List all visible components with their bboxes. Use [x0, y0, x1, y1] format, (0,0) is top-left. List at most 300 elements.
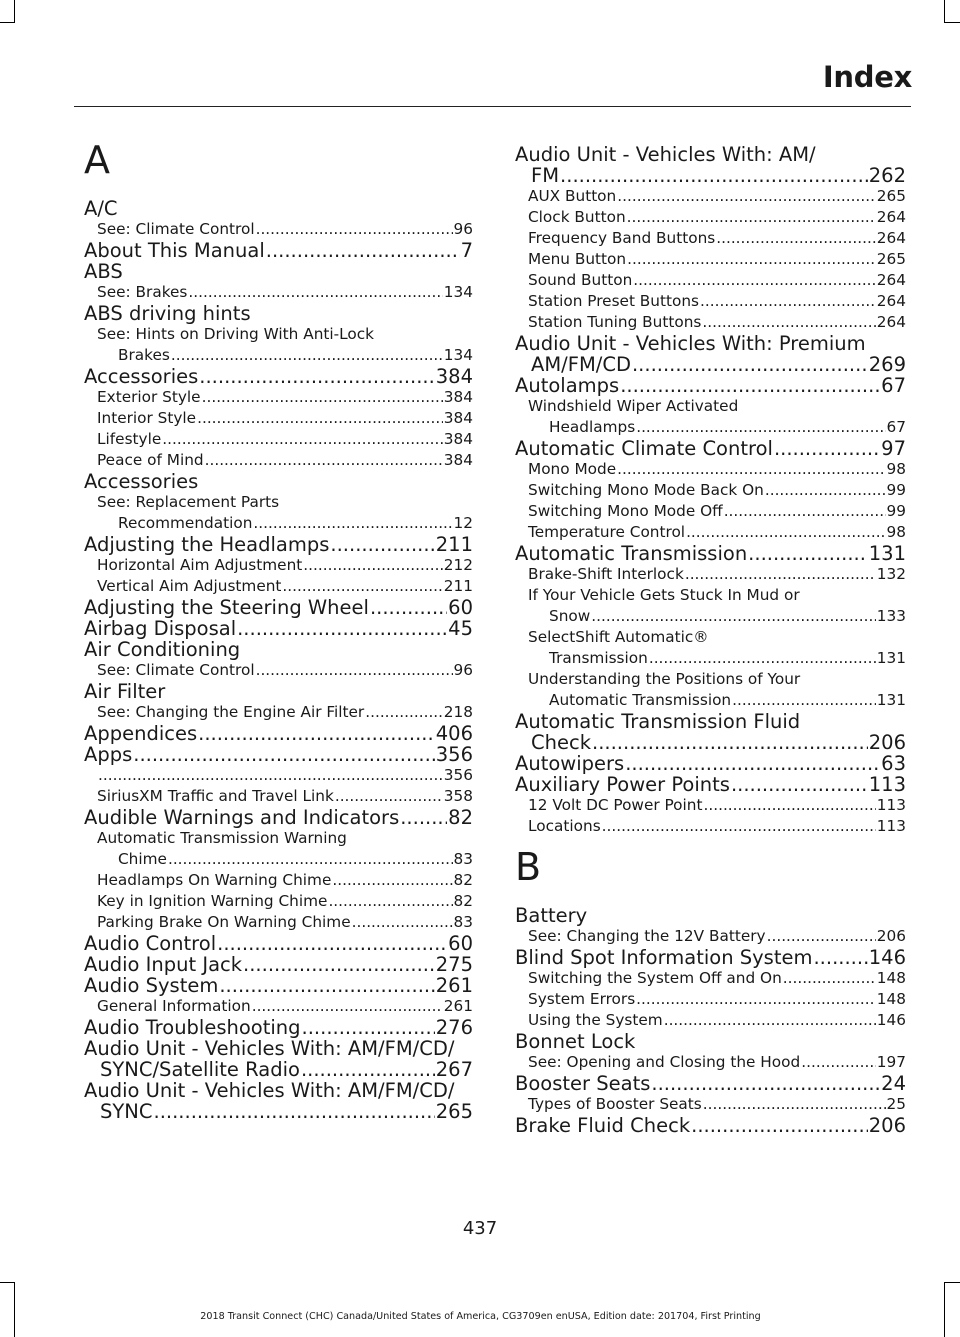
entry-label: Brake-Shift Interlock: [528, 565, 684, 583]
dot-leader: [202, 387, 443, 408]
entry-page-number: 264: [876, 271, 906, 289]
index-heading: Automatic Transmission Fluid: [515, 710, 801, 733]
index-subentry: [84, 555, 473, 576]
entry-page-number: 384: [443, 388, 473, 406]
index-subentry: [84, 765, 473, 786]
dot-leader: [700, 291, 876, 312]
dot-leader: [219, 975, 434, 996]
dot-leader: [198, 723, 435, 744]
index-heading: Audio Unit - Vehicles With: Premium: [515, 332, 866, 355]
dot-leader: [133, 744, 435, 765]
entry-label: Using the System: [528, 1011, 663, 1029]
index-entry-continued: [84, 1059, 473, 1080]
entry-label: Apps: [84, 743, 133, 766]
entry-page-number: 264: [876, 208, 906, 226]
entry-page-number: 358: [443, 787, 473, 805]
dot-leader: [731, 774, 868, 795]
crop-mark: [944, 22, 960, 23]
entry-page-number: 265: [876, 250, 906, 268]
index-subentry: [515, 480, 906, 501]
entry-page-number: 45: [448, 617, 473, 640]
dot-leader: [154, 1101, 435, 1122]
dot-leader: [632, 354, 868, 375]
index-subentry: [84, 870, 473, 891]
dot-leader: [767, 926, 876, 947]
index-subentry: [515, 1094, 906, 1115]
entry-page-number: 384: [443, 451, 473, 469]
index-entry: [84, 534, 473, 555]
entry-page-number: 146: [868, 946, 906, 969]
entry-label: Recommendation: [118, 514, 253, 532]
index-heading: Audio Unit - Vehicles With: AM/FM/CD/: [84, 1079, 455, 1102]
entry-label: General Information: [97, 997, 251, 1015]
entry-label: Key in Ignition Warning Chime: [97, 892, 328, 910]
entry-page-number: 264: [876, 229, 906, 247]
index-subentry: [515, 1052, 906, 1073]
dot-leader: [168, 849, 453, 870]
entry-label: Lifestyle: [97, 430, 162, 448]
index-subentry-continued: [84, 849, 473, 870]
dot-leader: [256, 219, 453, 240]
dot-leader: [649, 648, 876, 669]
dot-leader: [748, 543, 868, 564]
dot-leader: [162, 429, 443, 450]
dot-leader: [651, 1073, 880, 1094]
entry-label: Audio System: [84, 974, 219, 997]
dot-leader: [266, 240, 460, 261]
entry-page-number: 25: [886, 1095, 906, 1113]
index-subentry: See: Replacement Parts: [97, 493, 280, 511]
entry-label: 12 Volt DC Power Point: [528, 796, 703, 814]
dot-leader: [783, 968, 876, 989]
entry-label: Vertical Aim Adjustment: [97, 577, 282, 595]
entry-label: Automatic Climate Control: [515, 437, 773, 460]
entry-page-number: 63: [881, 752, 906, 775]
index-heading: Accessories: [84, 470, 199, 493]
entry-page-number: 356: [435, 743, 473, 766]
dot-leader: [560, 165, 868, 186]
index-subentry: [515, 228, 906, 249]
index-entry: [515, 543, 906, 564]
entry-label: Brake Fluid Check: [515, 1114, 691, 1137]
index-entry: [84, 618, 473, 639]
index-heading: Battery: [515, 904, 588, 927]
index-entry: [84, 723, 473, 744]
index-section-letter: B: [515, 845, 542, 889]
entry-page-number: 264: [876, 292, 906, 310]
entry-page-number: 197: [876, 1053, 906, 1071]
entry-page-number: 356: [443, 766, 473, 784]
index-subentry: [515, 501, 906, 522]
index-entry: [84, 954, 473, 975]
index-subentry: SelectShift Automatic®: [528, 628, 709, 646]
entry-page-number: 265: [876, 187, 906, 205]
entry-page-number: 211: [435, 533, 473, 556]
entry-page-number: 24: [881, 1072, 906, 1095]
index-subentry: [84, 702, 473, 723]
entry-label: Adjusting the Steering Wheel: [84, 596, 369, 619]
index-entry: [84, 807, 473, 828]
dot-leader: [627, 249, 876, 270]
dot-leader: [801, 1052, 876, 1073]
entry-label: See: Brakes: [97, 283, 188, 301]
entry-page-number: 276: [435, 1016, 473, 1039]
entry-label: FM: [531, 164, 560, 187]
entry-label: Blind Spot Information System: [515, 946, 813, 969]
dot-leader: [620, 375, 880, 396]
entry-page-number: 67: [886, 418, 906, 436]
dot-leader: [591, 606, 876, 627]
dot-leader: [602, 816, 876, 837]
index-entry: [84, 744, 473, 765]
crop-mark: [14, 0, 15, 23]
index-subentry: [84, 576, 473, 597]
dot-leader: [617, 186, 876, 207]
entry-page-number: 83: [453, 850, 473, 868]
index-column-left: [84, 130, 473, 1122]
entry-label: Headlamps On Warning Chime: [97, 871, 332, 889]
index-entry: [84, 1017, 473, 1038]
entry-label: AM/FM/CD: [531, 353, 631, 376]
dot-leader: [365, 702, 443, 723]
entry-label: Autolamps: [515, 374, 620, 397]
index-subentry: [515, 968, 906, 989]
entry-label: Audible Warnings and Indicators: [84, 806, 400, 829]
index-subentry-continued: [515, 417, 906, 438]
dot-leader: [302, 1017, 435, 1038]
entry-page-number: 384: [443, 430, 473, 448]
dot-leader: [98, 765, 443, 786]
index-entry: [515, 375, 906, 396]
index-subentry: [84, 219, 473, 240]
entry-label: Audio Input Jack: [84, 953, 243, 976]
entry-page-number: 98: [886, 460, 906, 478]
entry-label: See: Changing the 12V Battery: [528, 927, 766, 945]
entry-page-number: 131: [868, 542, 906, 565]
entry-label: Appendices: [84, 722, 198, 745]
entry-label: Automatic Transmission: [549, 691, 732, 709]
entry-page-number: 384: [435, 365, 473, 388]
dot-leader: [217, 933, 447, 954]
index-section-letter: A: [84, 138, 110, 182]
dot-leader: [627, 207, 876, 228]
index-subentry: [515, 926, 906, 947]
dot-leader: [400, 807, 447, 828]
entry-label: Interior Style: [97, 409, 197, 427]
entry-label: SiriusXM Traffic and Travel Link: [97, 787, 334, 805]
index-heading: Audio Unit - Vehicles With: AM/FM/CD/: [84, 1037, 455, 1060]
index-entry: [515, 438, 906, 459]
dot-leader: [303, 555, 443, 576]
index-subentry: [515, 795, 906, 816]
entry-page-number: 261: [435, 974, 473, 997]
entry-label: Switching Mono Mode Back On: [528, 481, 764, 499]
entry-label: About This Manual: [84, 239, 265, 262]
index-subentry: [84, 429, 473, 450]
index-entry: [84, 975, 473, 996]
index-entry-continued: [515, 732, 906, 753]
index-heading: ABS: [84, 260, 123, 283]
dot-leader: [774, 438, 880, 459]
page-title: Index: [822, 60, 912, 94]
dot-leader: [765, 480, 886, 501]
entry-page-number: 267: [435, 1058, 473, 1081]
entry-page-number: 98: [886, 523, 906, 541]
index-heading: ABS driving hints: [84, 302, 251, 325]
dot-leader: [704, 795, 876, 816]
entry-label: Mono Mode: [528, 460, 617, 478]
index-entry: [515, 947, 906, 968]
entry-page-number: 96: [453, 661, 473, 679]
entry-label: Autowipers: [515, 752, 625, 775]
dot-leader: [703, 1094, 886, 1115]
index-entry: [515, 753, 906, 774]
dot-leader: [199, 366, 434, 387]
index-subentry: [84, 912, 473, 933]
entry-page-number: 146: [876, 1011, 906, 1029]
index-subentry: [84, 387, 473, 408]
entry-label: Chime: [118, 850, 167, 868]
entry-page-number: 406: [435, 722, 473, 745]
index-entry-continued: [84, 1101, 473, 1122]
entry-label: Menu Button: [528, 250, 627, 268]
index-subentry: [515, 459, 906, 480]
entry-page-number: 133: [876, 607, 906, 625]
entry-page-number: 265: [435, 1100, 473, 1123]
entry-label: System Errors: [528, 990, 636, 1008]
index-subentry: [515, 291, 906, 312]
entry-page-number: 132: [876, 565, 906, 583]
index-subentry: [84, 996, 473, 1017]
dot-leader: [636, 417, 885, 438]
entry-label: Booster Seats: [515, 1072, 651, 1095]
dot-leader: [691, 1115, 868, 1136]
index-entry: [84, 597, 473, 618]
entry-page-number: 97: [881, 437, 906, 460]
entry-page-number: 113: [876, 817, 906, 835]
index-column-right: [515, 130, 906, 1136]
dot-leader: [252, 996, 443, 1017]
entry-label: Frequency Band Buttons: [528, 229, 716, 247]
dot-leader: [243, 954, 435, 975]
index-subentry: [515, 186, 906, 207]
entry-page-number: 206: [876, 927, 906, 945]
entry-label: Parking Brake On Warning Chime: [97, 913, 351, 931]
index-heading: Air Filter: [84, 680, 166, 703]
entry-label: See: Climate Control: [97, 220, 255, 238]
index-entry: [84, 933, 473, 954]
index-subentry: [515, 207, 906, 228]
index-entry: [84, 240, 473, 261]
entry-page-number: 148: [876, 969, 906, 987]
index-subentry-continued: [515, 606, 906, 627]
entry-page-number: 82: [448, 806, 473, 829]
dot-leader: [813, 947, 867, 968]
index-subentry: [84, 660, 473, 681]
entry-label: SYNC/Satellite Radio: [100, 1058, 300, 1081]
entry-page-number: 206: [868, 731, 906, 754]
entry-label: Accessories: [84, 365, 199, 388]
index-subentry: Automatic Transmission Warning: [97, 829, 347, 847]
entry-page-number: 218: [443, 703, 473, 721]
index-subentry: [515, 249, 906, 270]
entry-page-number: 113: [868, 773, 906, 796]
index-subentry: [515, 270, 906, 291]
entry-page-number: 384: [443, 409, 473, 427]
index-subentry: [515, 312, 906, 333]
index-subentry: [84, 450, 473, 471]
index-entry: [515, 1115, 906, 1136]
entry-page-number: 264: [876, 313, 906, 331]
index-subentry-continued: [515, 690, 906, 711]
dot-leader: [716, 228, 876, 249]
entry-label: Horizontal Aim Adjustment: [97, 556, 303, 574]
entry-page-number: 148: [876, 990, 906, 1008]
crop-mark: [944, 1282, 945, 1337]
dot-leader: [702, 312, 875, 333]
entry-page-number: 206: [868, 1114, 906, 1137]
entry-label: Auxiliary Power Points: [515, 773, 730, 796]
dot-leader: [205, 450, 443, 471]
entry-label: Adjusting the Headlamps: [84, 533, 330, 556]
entry-label: Snow: [549, 607, 591, 625]
entry-page-number: 82: [453, 871, 473, 889]
index-subentry: [515, 522, 906, 543]
index-heading: Air Conditioning: [84, 638, 241, 661]
entry-label: Check: [531, 731, 591, 754]
entry-page-number: 269: [868, 353, 906, 376]
index-subentry: [84, 408, 473, 429]
entry-label: Switching the System Off and On: [528, 969, 782, 987]
entry-label: Types of Booster Seats: [528, 1095, 702, 1113]
entry-label: Peace of Mind: [97, 451, 204, 469]
entry-label: See: Climate Control: [97, 661, 255, 679]
entry-label: Exterior Style: [97, 388, 201, 406]
index-subentry: See: Hints on Driving With Anti-Lock: [97, 325, 375, 343]
dot-leader: [330, 534, 434, 555]
entry-label: Headlamps: [549, 418, 636, 436]
dot-leader: [732, 690, 876, 711]
entry-page-number: 113: [876, 796, 906, 814]
index-heading: Bonnet Lock: [515, 1030, 636, 1053]
entry-label: Automatic Transmission: [515, 542, 748, 565]
index-entry-continued: [515, 354, 906, 375]
entry-page-number: 212: [443, 556, 473, 574]
entry-label: SYNC: [100, 1100, 153, 1123]
dot-leader: [724, 501, 886, 522]
crop-mark: [944, 0, 945, 23]
index-subentry: [84, 282, 473, 303]
entry-page-number: 7: [460, 239, 473, 262]
dot-leader: [617, 459, 885, 480]
entry-page-number: 82: [453, 892, 473, 910]
entry-label: Sound Button: [528, 271, 633, 289]
entry-page-number: 134: [443, 346, 473, 364]
index-heading: A/C: [84, 197, 118, 220]
entry-page-number: 99: [886, 502, 906, 520]
crop-mark: [944, 1282, 960, 1283]
dot-leader: [253, 513, 452, 534]
entry-page-number: 12: [453, 514, 473, 532]
index-subentry: Windshield Wiper Activated: [528, 397, 739, 415]
dot-leader: [370, 597, 447, 618]
entry-label: Clock Button: [528, 208, 626, 226]
entry-page-number: 131: [876, 691, 906, 709]
dot-leader: [332, 870, 452, 891]
dot-leader: [664, 1010, 876, 1031]
entry-page-number: 134: [443, 283, 473, 301]
entry-label: Audio Control: [84, 932, 217, 955]
index-subentry: [515, 1010, 906, 1031]
index-subentry: [515, 816, 906, 837]
dot-leader: [352, 912, 453, 933]
entry-page-number: 99: [886, 481, 906, 499]
dot-leader: [592, 732, 868, 753]
dot-leader: [171, 345, 443, 366]
entry-page-number: 96: [453, 220, 473, 238]
header-divider: [74, 106, 911, 107]
entry-page-number: 83: [453, 913, 473, 931]
dot-leader: [685, 564, 876, 585]
entry-label: Temperature Control: [528, 523, 686, 541]
entry-page-number: 131: [876, 649, 906, 667]
index-entry-continued: [515, 165, 906, 186]
index-entry: [515, 774, 906, 795]
index-subentry-continued: [84, 345, 473, 366]
entry-label: Switching Mono Mode Off: [528, 502, 723, 520]
dot-leader: [636, 989, 876, 1010]
index-subentry-continued: [515, 648, 906, 669]
dot-leader: [335, 786, 443, 807]
entry-page-number: 262: [868, 164, 906, 187]
dot-leader: [282, 576, 442, 597]
index-subentry: Understanding the Positions of Your: [528, 670, 801, 688]
dot-leader: [686, 522, 885, 543]
crop-mark: [0, 1282, 15, 1283]
dot-leader: [188, 282, 442, 303]
index-subentry: [84, 891, 473, 912]
dot-leader: [328, 891, 452, 912]
entry-label: AUX Button: [528, 187, 617, 205]
index-subentry: [515, 564, 906, 585]
entry-page-number: 275: [435, 953, 473, 976]
entry-label: See: Opening and Closing the Hood: [528, 1053, 801, 1071]
entry-label: Station Preset Buttons: [528, 292, 700, 310]
entry-label: Airbag Disposal: [84, 617, 237, 640]
dot-leader: [301, 1059, 435, 1080]
entry-page-number: 67: [881, 374, 906, 397]
entry-label: Locations: [528, 817, 601, 835]
crop-mark: [0, 22, 15, 23]
entry-label: Brakes: [118, 346, 170, 364]
index-subentry-continued: [84, 513, 473, 534]
dot-leader: [197, 408, 443, 429]
index-subentry: [515, 989, 906, 1010]
dot-leader: [256, 660, 453, 681]
index-subentry: [84, 786, 473, 807]
index-heading: Audio Unit - Vehicles With: AM/: [515, 143, 816, 166]
entry-label: See: Changing the Engine Air Filter: [97, 703, 365, 721]
entry-page-number: 261: [443, 997, 473, 1015]
entry-label: Station Tuning Buttons: [528, 313, 702, 331]
entry-label: Audio Troubleshooting: [84, 1016, 301, 1039]
index-entry: [84, 366, 473, 387]
page-number: 437: [462, 1218, 498, 1239]
index-subentry: If Your Vehicle Gets Stuck In Mud or: [528, 586, 800, 604]
entry-page-number: 60: [448, 596, 473, 619]
dot-leader: [633, 270, 876, 291]
entry-label: Transmission: [549, 649, 648, 667]
